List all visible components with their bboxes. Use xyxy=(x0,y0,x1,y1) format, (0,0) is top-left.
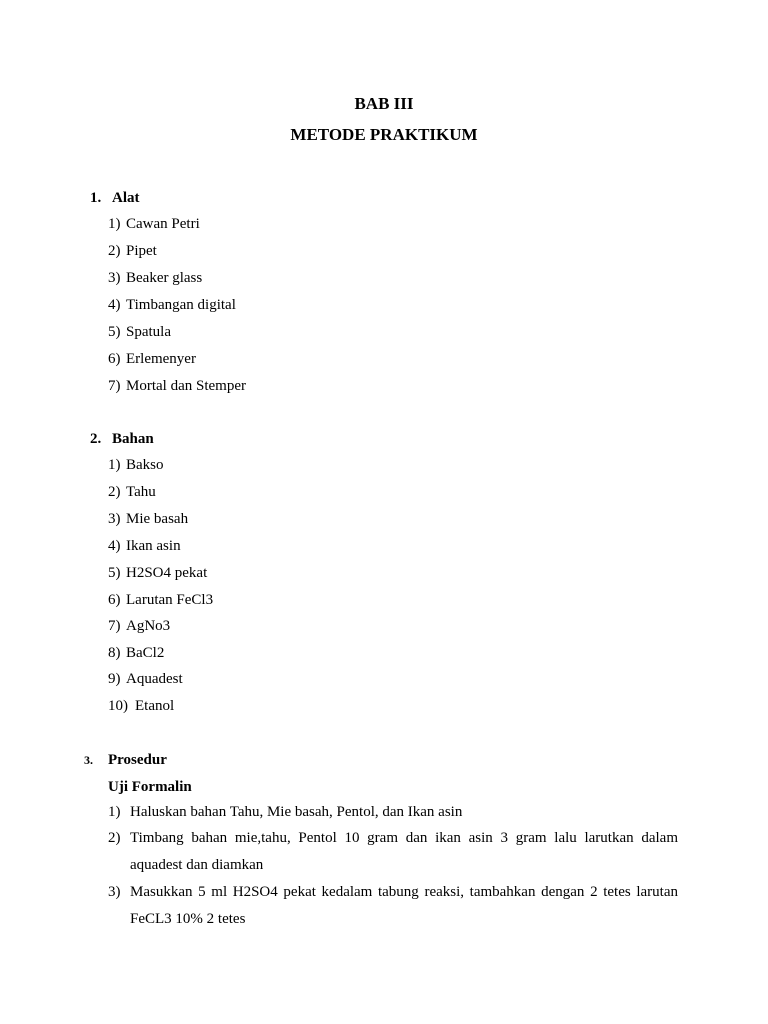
item-number: 6) xyxy=(108,351,121,367)
item-number: 3) xyxy=(108,511,121,527)
item-number: 3) xyxy=(108,270,121,286)
item-text: Cawan Petri xyxy=(126,216,200,232)
list-item xyxy=(108,670,183,688)
section-label: Bahan xyxy=(112,431,154,447)
list-item xyxy=(108,350,196,368)
list-item xyxy=(108,242,157,260)
item-number: 7) xyxy=(108,378,121,394)
item-text: Bakso xyxy=(126,457,164,473)
item-text: Etanol xyxy=(135,698,175,714)
section-number: 3. xyxy=(84,753,93,767)
item-text: Pipet xyxy=(126,243,157,259)
item-number: 9) xyxy=(108,671,121,687)
list-item xyxy=(108,296,236,314)
item-number: 4) xyxy=(108,297,121,313)
list-item xyxy=(108,377,246,395)
list-item xyxy=(108,483,156,501)
procedure-step xyxy=(108,825,678,879)
item-number: 7) xyxy=(108,618,121,634)
item-number: 2) xyxy=(108,484,121,500)
list-item xyxy=(108,269,202,287)
prosedur-subheading: Uji Formalin xyxy=(108,779,192,795)
item-text: Timbangan digital xyxy=(126,297,236,313)
procedure-step xyxy=(108,879,678,933)
item-text: Spatula xyxy=(126,324,171,340)
section-number: 1. xyxy=(90,190,102,206)
list-item xyxy=(108,456,164,474)
list-item xyxy=(108,697,174,715)
section-alat-heading xyxy=(90,189,140,207)
item-number: 6) xyxy=(108,592,121,608)
list-item xyxy=(108,644,164,662)
step-number: 2) xyxy=(108,830,121,846)
list-item xyxy=(108,591,213,609)
list-item xyxy=(108,564,207,582)
item-text: Ikan asin xyxy=(126,538,181,554)
section-number: 2. xyxy=(90,431,102,447)
item-text: Aquadest xyxy=(126,671,183,687)
item-number: 2) xyxy=(108,243,121,259)
procedure-step xyxy=(108,799,678,826)
item-number: 1) xyxy=(108,216,121,232)
section-label: Prosedur xyxy=(108,752,167,768)
item-text: Mie basah xyxy=(126,511,189,527)
step-number: 1) xyxy=(108,804,121,820)
item-text: Beaker glass xyxy=(126,270,203,286)
item-text: AgNo3 xyxy=(126,618,171,634)
item-text: Erlemenyer xyxy=(126,351,196,367)
item-number: 10) xyxy=(108,698,128,714)
chapter-number: BAB III xyxy=(354,94,414,113)
list-item xyxy=(108,617,170,635)
item-text: Tahu xyxy=(126,484,156,500)
item-number: 5) xyxy=(108,324,121,340)
section-label: Alat xyxy=(112,190,140,206)
step-text: Masukkan 5 ml H2SO4 pekat kedalam tabung reaksi, tambahkan dengan 2 tetes larutan FeCL3 10% 2 tetes xyxy=(130,884,678,927)
item-text: BaCl2 xyxy=(126,645,165,661)
item-text: Larutan FeCl3 xyxy=(126,592,214,608)
item-number: 8) xyxy=(108,645,121,661)
step-text: Timbang bahan mie,tahu, Pentol 10 gram dan ikan asin 3 gram lalu larutkan dalam aquadest dan diamkan xyxy=(130,830,678,873)
item-number: 5) xyxy=(108,565,121,581)
list-item xyxy=(108,510,188,528)
list-item xyxy=(108,537,181,555)
step-text: Haluskan bahan Tahu, Mie basah, Pentol, dan Ikan asin xyxy=(130,804,463,820)
item-number: 4) xyxy=(108,538,121,554)
item-text: Mortal dan Stemper xyxy=(126,378,246,394)
list-item xyxy=(108,215,200,233)
list-item xyxy=(108,323,171,341)
chapter-title: METODE PRAKTIKUM xyxy=(290,125,478,144)
item-number: 1) xyxy=(108,457,121,473)
item-text: H2SO4 pekat xyxy=(126,565,208,581)
section-bahan-heading xyxy=(90,430,154,448)
step-number: 3) xyxy=(108,884,121,900)
section-prosedur-heading xyxy=(84,751,167,769)
